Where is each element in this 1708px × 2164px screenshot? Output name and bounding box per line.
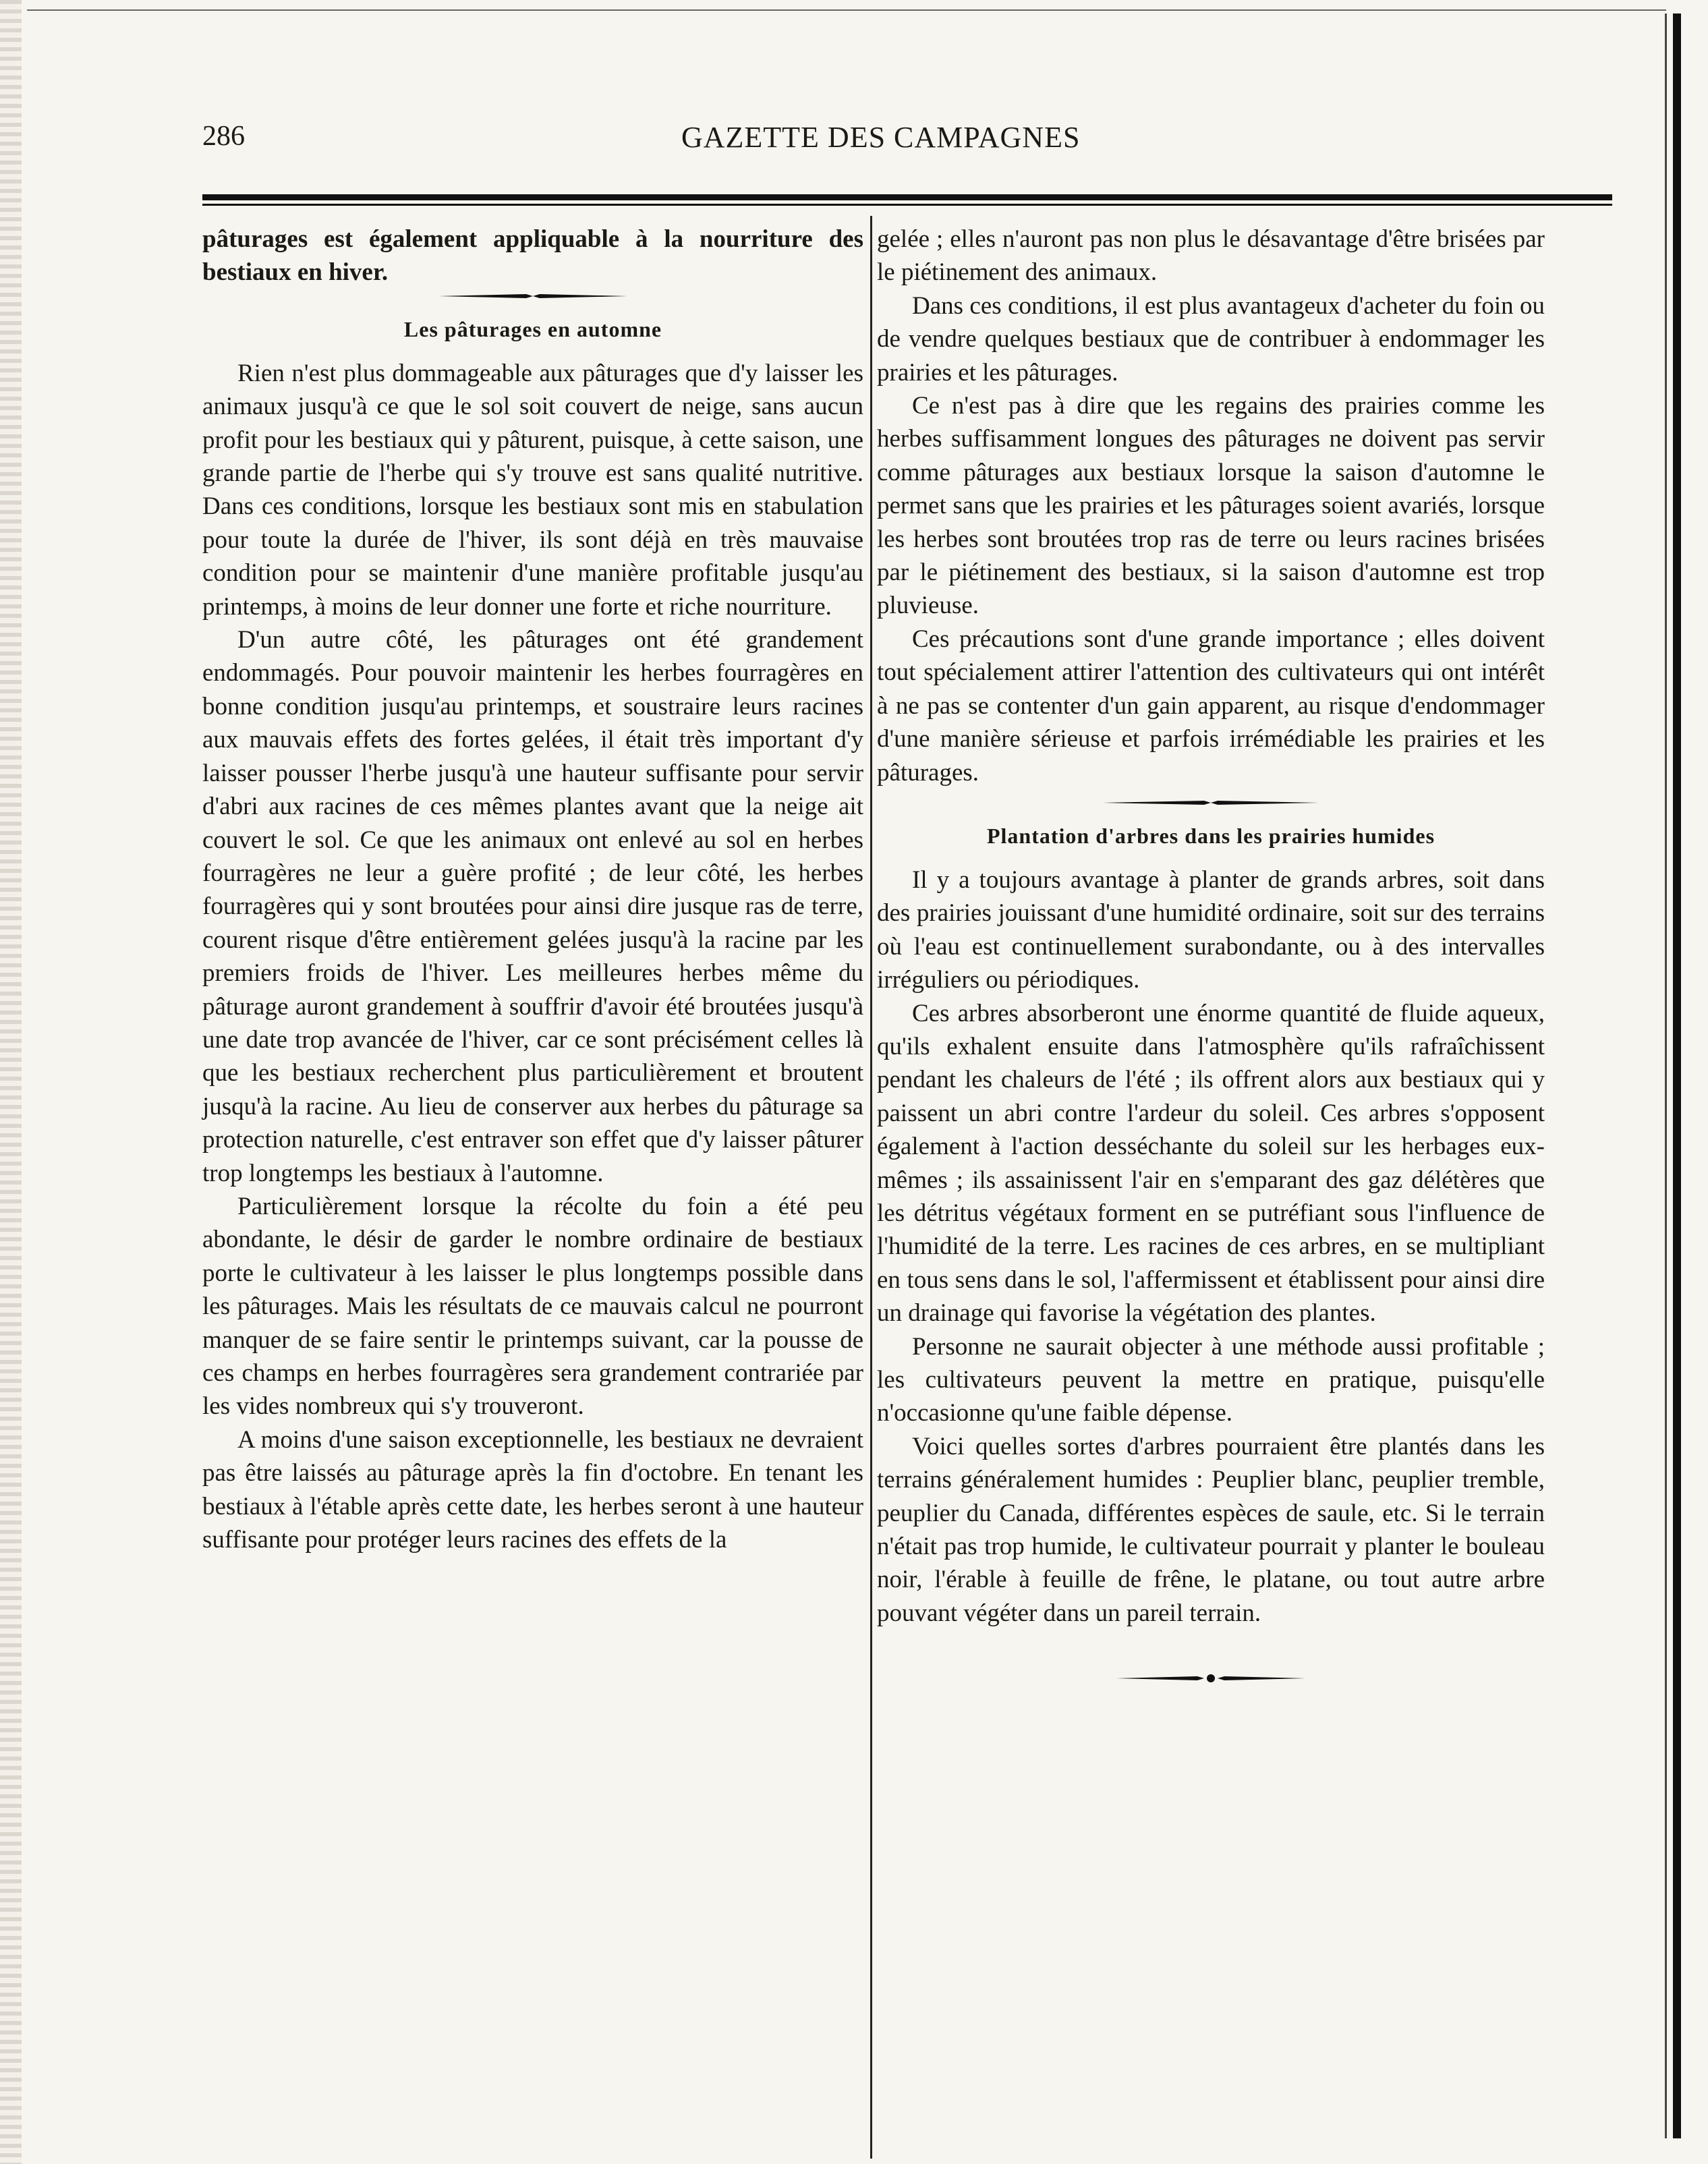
paragraph: A moins d'une saison exceptionnelle, les bestiaux ne devraient pas être laissés au pâturage après la fin d'octobre. En tenant les bestiaux à l'étable après cette date, les herbes seront à une hauteur suffisante pour protéger leurs racines des effets de la — [202, 1425, 863, 1554]
paragraph: Ces précautions sont d'une grande importance ; elles doivent tout spécialement attirer l'attention des cultivateurs qui ont intérêt à ne pas se contenter d'un gain apparent, au risque d'endommager d'une manière sérieuse et parfois irrémédiable les prairies et les pâturages. — [877, 625, 1545, 787]
paragraph: Il y a toujours avantage à planter de grands arbres, soit dans des prairies jouissant d'une humidité ordinaire, soit sur des terrains où l'eau est continuellement surabondante, ou à des intervalles irréguliers ou périodiques. — [877, 865, 1545, 994]
section-ornament — [877, 796, 1545, 816]
end-ornament — [877, 1670, 1545, 1690]
ornament-end-icon — [1110, 1670, 1312, 1686]
ornament-rule-icon — [1089, 796, 1332, 809]
paragraph: Voici quelles sortes d'arbres pourraient être plantés dans les terrains généralement humides : Peuplier blanc, peuplier tremble, peuplier du Canada, différentes espèces de saule, etc. Si le terrain n'était pas trop humide, le cultivateur pourrait y planter le bouleau noir, l'érable à feuille de frêne, le platane, ou tout autre arbre pouvant végéter dans un pareil terrain. — [877, 1432, 1545, 1627]
section-heading: Plantation d'arbres dans les prairies humides — [986, 823, 1435, 848]
top-border — [27, 9, 1666, 11]
paragraph: Particulièrement lorsque la récolte du foin a été peu abondante, le désir de garder le nombre ordinaire de bestiaux porte le cultivateur à les laisser le plus longtemps possible dans les pâturages. Mais les résultats de ce mauvais calcul ne pourront manquer de se faire sentir le printemps suivant, car la pousse de ces champs en herbes fourragères sera grandement contrariée par les vides nombreux qui s'y trouveront. — [202, 1192, 863, 1421]
paragraph: Dans ces conditions, il est plus avantageux d'acheter du foin ou de vendre quelques bestiaux que de contribuer à endommager les prairies et les pâturages. — [877, 291, 1545, 387]
right-column — [877, 223, 1545, 1690]
running-title: GAZETTE DES CAMPAGNES — [681, 121, 1081, 154]
header-rule-thick — [202, 194, 1612, 200]
column-divider — [870, 216, 872, 2159]
paragraph: Rien n'est plus dommageable aux pâturages que d'y laisser les animaux jusqu'à ce que le sol soit couvert de neige, sans aucun profit pour les bestiaux qui y pâturent, puisque, à cette saison, une grande partie de l'herbe qui s'y trouve est sans qualité nutritive. Dans ces conditions, lorsque les bestiaux sont mis en stabulation pour toute la durée de l'hiver, ils sont déjà en très mauvaise condition pour se maintenir d'une manière profitable jusqu'au printemps, à moins de leur donner une forte et riche nourriture. — [202, 359, 863, 621]
page-number: 286 — [202, 121, 245, 152]
page-edge-left — [0, 0, 22, 2164]
binding-edge — [1673, 13, 1681, 2138]
paragraph: D'un autre côté, les pâturages ont été grandement endommagés. Pour pouvoir maintenir les herbes fourragères en bonne condition jusqu'au printemps, et soustraire leurs racines aux mauvais effets des fortes gelées, il était très important d'y laisser pousser l'herbe jusqu'à une hauteur suffisante pour servir d'abri aux racines de ces mêmes plantes avant que la neige ait couvert le sol. Ce que les animaux ont enlevé au sol en herbes fourragères ne leur a guère profité ; de leur côté, les herbes fourragères qui y sont broutées pour ainsi dire jusque ras de terre, courent risque d'être entièrement gelées jusqu'à la racine par les premiers froids de l'hiver. Les meilleures herbes même du pâturage auront grandement à souffrir d'avoir été broutées jusqu'à une date trop avancée de l'hiver, car ce sont précisément celles là que les bestiaux recherchent plus particulièrement et broutent jusqu'à la racine. Au lieu de conserver aux herbes du pâturage sa protection naturelle, c'est entraver son effet que d'y laisser pâturer trop longtemps les bestiaux à l'automne. — [202, 626, 863, 1187]
left-column — [202, 223, 863, 1556]
ornament-rule-icon — [425, 289, 641, 303]
paragraph: Personne ne saurait objecter à une méthode aussi profitable ; les cultivateurs peuvent la mettre en pratique, puisqu'elle n'occasionne qu'une faible dépense. — [877, 1332, 1545, 1427]
header-rule-thin — [202, 204, 1612, 206]
paragraph: pâturages est également appliquable à la nourriture des bestiaux en hiver. — [202, 225, 863, 287]
section-ornament — [202, 289, 863, 310]
paragraph: gelée ; elles n'auront pas non plus le désavantage d'être brisées par le piétinement des animaux. — [877, 225, 1545, 287]
binding-edge-thin — [1665, 13, 1667, 2138]
page-header — [202, 120, 1653, 174]
section-heading: Les pâturages en automne — [403, 316, 662, 341]
paragraph: Ces arbres absorberont une énorme quantité de fluide aqueux, qu'ils exhalent ensuite dans l'atmosphère qu'ils rafraîchissent pendant les chaleurs de l'été ; ils offrent alors aux bestiaux qui y paissent un abri contre l'ardeur du soleil. Ces arbres s'opposent également à l'action desséchante du soleil sur les herbages eux-mêmes ; ils assainissent l'air en s'emparant des gaz délétères que les détritus végétaux forment en se putréfiant sous l'influence de l'humidité de la terre. Les racines de ces arbres, en se multipliant en tous sens dans le sol, l'affermissent et établissent pour ainsi dire un drainage qui favorise la végétation des plantes. — [877, 999, 1545, 1328]
paragraph: Ce n'est pas à dire que les regains des prairies comme les herbes suffisamment longues des pâturages ne doivent pas servir comme pâturages aux bestiaux lorsque la saison d'automne le permet sans que les prairies et les pâturages soient avariés, lorsque les herbes sont broutées trop ras de terre ou leurs racines brisées par le piétinement des bestiaux, si la saison d'automne est trop pluvieuse. — [877, 392, 1545, 620]
